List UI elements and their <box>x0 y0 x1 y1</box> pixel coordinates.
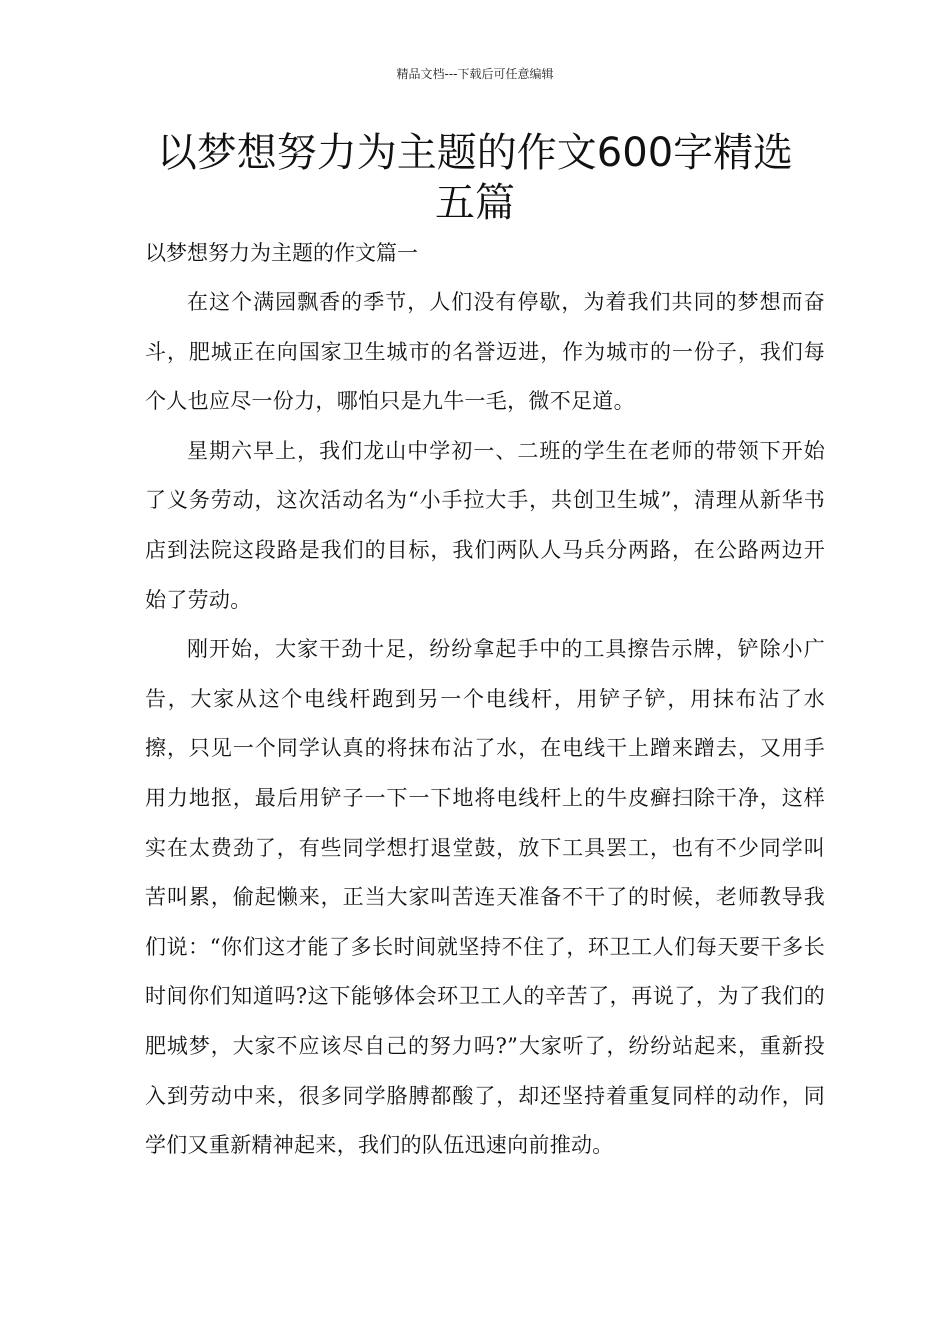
paragraph-1: 在这个满园飘香的季节，人们没有停歇，为着我们共同的梦想而奋斗，肥城正在向国家卫生城市的名誉迈进，作为城市的一份子，我们每个人也应尽一份力，哪怕只是九牛一毛，微不足道。 <box>145 290 825 414</box>
body-text <box>145 278 825 1171</box>
paragraph-2: 星期六早上，我们龙山中学初一、二班的学生在老师的带领下开始了义务劳动，这次活动名为“小手拉大手，共创卫生城”，清理从新华书店到法院这段路是我们的目标，我们两队人马兵分两路，在公路两边开始了劳动。 <box>145 438 825 612</box>
section-heading: 以梦想努力为主题的作文篇一 <box>145 241 418 265</box>
document-title: 以梦想努力为主题的作文600字精选五篇 <box>156 130 794 226</box>
header-note: 精品文档---下载后可任意编辑 <box>396 67 554 81</box>
paragraph-3: 刚开始，大家干劲十足，纷纷拿起手中的工具擦告示牌，铲除小广告，大家从这个电线杆跑到另一个电线杆，用铲子铲，用抹布沾了水擦，只见一个同学认真的将抹布沾了水，在电线干上蹭来蹭去，又用手用力地抠，最后用铲子一下一下地将电线杆上的牛皮癣扫除干净，这样实在太费劲了，有些同学想打退堂鼓，放下工具罢工，也有不少同学叫苦叫累，偷起懒来，正当大家叫苦连天准备不干了的时候，老师教导我们说：“你们这才能了多长时间就坚持不住了，环卫工人们每天要干多长时间你们知道吗?这下能够体会环卫工人的辛苦了，再说了，为了我们的肥城梦，大家不应该尽自己的努力吗?”大家听了，纷纷站起来，重新投入到劳动中来，很多同学胳膊都酸了，却还坚持着重复同样的动作，同学们又重新精神起来，我们的队伍迅速向前推动。 <box>145 637 825 1158</box>
